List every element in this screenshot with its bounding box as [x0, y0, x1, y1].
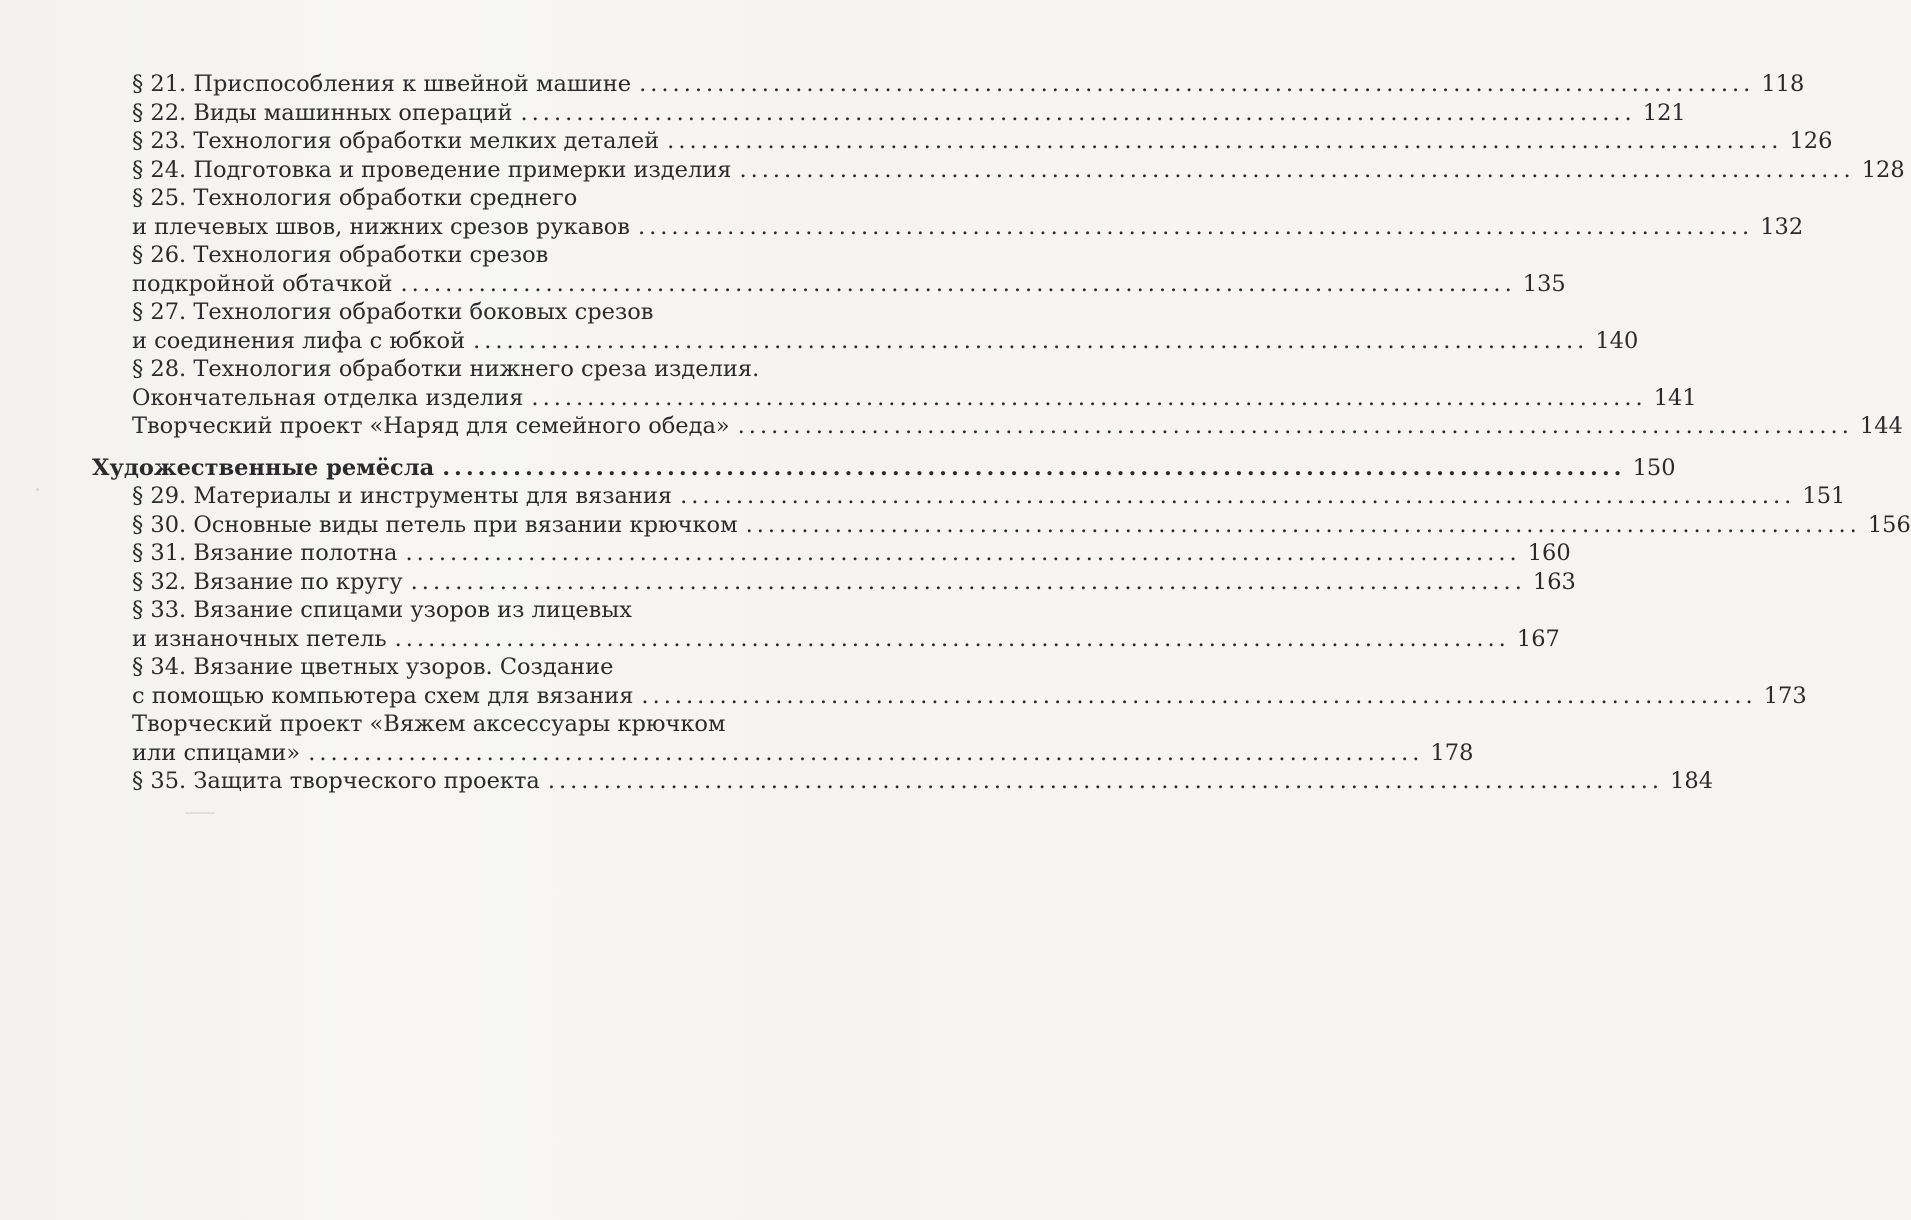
leader-dots: ....................................................................................................	[739, 156, 1855, 183]
toc-entry-title: § 30. Основные виды петель при вязании крючком	[132, 511, 738, 538]
toc-entry-page: 128	[1861, 156, 1905, 183]
toc-entry-title: § 32. Вязание по кругу	[132, 568, 403, 595]
toc-entry-title: § 26. Технология обработки срезов	[132, 242, 549, 268]
toc-entry-page: 135	[1522, 270, 1566, 297]
toc-entry-page: 132	[1760, 213, 1804, 240]
toc-entry-title: с помощью компьютера схем для вязания	[132, 682, 634, 709]
leader-dots: ....................................................................................................	[473, 327, 1589, 354]
toc-entry-title: подкройной обтачкой	[132, 270, 393, 297]
toc-entry-22	[92, 99, 1686, 128]
toc-entry-project-1	[92, 412, 1903, 441]
toc-entry-title: § 35. Защита творческого проекта	[132, 768, 540, 794]
toc-entry-title: Творческий проект «Вяжем аксессуары крючком	[132, 711, 726, 737]
paper-speck	[185, 812, 215, 814]
toc-entry-23	[92, 127, 1833, 156]
toc-entry-title: Окончательная отделка изделия	[132, 384, 524, 411]
toc-entry-33-line1	[92, 596, 860, 625]
leader-dots: ....................................................................................................	[637, 213, 1754, 240]
leader-dots: ....................................................................................................	[520, 99, 1636, 126]
toc-entry-28-line1	[92, 355, 860, 384]
toc-entry-page: 173	[1763, 682, 1807, 709]
toc-entry-28	[92, 384, 1697, 413]
leader-dots: ....................................................................................................	[737, 413, 1853, 439]
toc-entry-project-2-line1	[92, 710, 860, 739]
toc-entry-page: 151	[1802, 483, 1846, 509]
leader-dots: ....................................................................................................	[667, 128, 1783, 154]
toc-entry-26-line1	[92, 241, 860, 270]
toc-entry-title: § 22. Виды машинных операций	[132, 99, 513, 126]
leader-dots: ....................................................................................................	[680, 483, 1796, 509]
toc-entry-27	[92, 327, 1639, 356]
toc-entry-title: и плечевых швов, нижних срезов рукавов	[132, 213, 630, 240]
toc-entry-32	[92, 568, 1576, 597]
toc-entry-project-2	[92, 739, 1474, 768]
leader-dots: ....................................................................................................	[410, 568, 1526, 595]
toc-entry-page: 160	[1527, 540, 1571, 566]
leader-dots: ....................................................................................................	[442, 454, 1626, 481]
toc-entry-title: § 21. Приспособления к швейной машине	[132, 71, 632, 97]
section-title: Художественные ремёсла	[92, 454, 435, 481]
table-of-contents	[92, 70, 1911, 796]
toc-entry-page: 163	[1532, 568, 1576, 595]
section-page: 150	[1632, 454, 1676, 481]
toc-entry-page: 118	[1761, 71, 1805, 97]
toc-entry-title: § 27. Технология обработки боковых срезов	[132, 299, 654, 325]
leader-dots: ....................................................................................................	[745, 511, 1861, 538]
toc-entry-25-line1	[92, 184, 860, 213]
toc-entry-title: § 25. Технология обработки среднего	[132, 185, 578, 211]
toc-entry-35	[92, 767, 1714, 796]
leader-dots: ....................................................................................................	[405, 540, 1521, 566]
leader-dots: ....................................................................................................	[394, 625, 1510, 652]
toc-entry-34-line1	[92, 653, 860, 682]
toc-entry-27-line1	[92, 298, 860, 327]
toc-entry-31	[92, 539, 1571, 568]
toc-entry-page: 141	[1653, 384, 1697, 411]
toc-entry-26	[92, 270, 1566, 299]
leader-dots: ....................................................................................................	[531, 384, 1647, 411]
toc-entry-title: или спицами»	[132, 739, 301, 766]
leader-dots: ....................................................................................................	[308, 739, 1424, 766]
toc-entry-29	[92, 482, 1846, 511]
toc-entry-page: 144	[1859, 413, 1903, 439]
toc-entry-title: § 29. Материалы и инструменты для вязания	[132, 483, 673, 509]
leader-dots: ....................................................................................................	[639, 71, 1755, 97]
toc-entry-30	[92, 511, 1911, 540]
paper-speck	[36, 488, 39, 491]
toc-entry-34	[92, 682, 1807, 711]
toc-entry-title: § 23. Технология обработки мелких деталей	[132, 128, 660, 154]
toc-entry-24	[92, 156, 1905, 185]
toc-entry-title: § 24. Подготовка и проведение примерки изделия	[132, 156, 732, 183]
toc-entry-page: 167	[1516, 625, 1560, 652]
toc-entry-title: § 31. Вязание полотна	[132, 540, 398, 566]
toc-entry-title: § 28. Технология обработки нижнего среза изделия.	[132, 356, 760, 382]
toc-entry-title: Творческий проект «Наряд для семейного обеда»	[132, 413, 730, 439]
toc-entry-page: 156	[1867, 511, 1911, 538]
toc-entry-33	[92, 625, 1560, 654]
toc-entry-title: и соединения лифа с юбкой	[132, 327, 466, 354]
leader-dots: ....................................................................................................	[547, 768, 1664, 794]
toc-entry-title: § 33. Вязание спицами узоров из лицевых	[132, 597, 632, 623]
leader-dots: ....................................................................................................	[400, 270, 1516, 297]
toc-entry-title: § 34. Вязание цветных узоров. Создание	[132, 654, 614, 680]
toc-section-heading	[92, 454, 1676, 483]
toc-entry-25	[92, 213, 1804, 242]
toc-entry-21	[92, 70, 1805, 99]
toc-entry-page: 178	[1430, 739, 1474, 766]
toc-entry-page: 184	[1670, 768, 1714, 794]
toc-entry-title: и изнаночных петель	[132, 625, 387, 652]
toc-entry-page: 126	[1789, 128, 1833, 154]
toc-entry-page: 140	[1595, 327, 1639, 354]
toc-entry-page: 121	[1642, 99, 1686, 126]
leader-dots: ....................................................................................................	[641, 682, 1757, 709]
